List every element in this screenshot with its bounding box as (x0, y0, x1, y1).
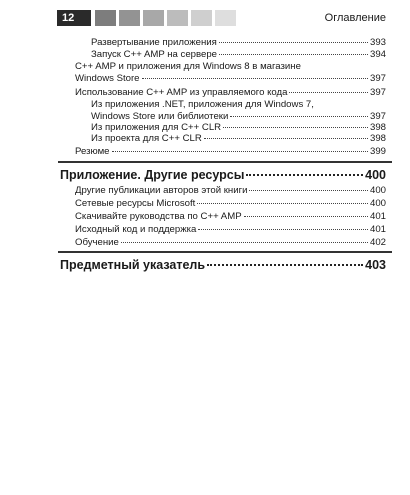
toc-entry-title: Запуск C++ AMP на сервере (91, 49, 217, 60)
toc-entry[interactable] (75, 198, 386, 210)
toc-entry-title: Windows Store или библиотеки (91, 111, 229, 122)
header-strip (95, 10, 116, 26)
dot-leader (230, 116, 368, 117)
section-rule (58, 251, 392, 253)
toc-chapter-index[interactable] (60, 258, 386, 273)
toc-entry-title: Обучение (75, 237, 119, 248)
toc-entry[interactable] (75, 237, 386, 249)
header-strip (215, 10, 236, 26)
toc-entry-title: Резюме (75, 146, 110, 157)
chapter-title: Предметный указатель (60, 258, 206, 272)
toc-entry-title: Из приложения для C++ CLR (91, 122, 222, 133)
toc-entry-page: 400 (369, 198, 386, 209)
dot-leader (198, 229, 368, 230)
toc-entry-page: 397 (369, 111, 386, 122)
dot-leader (219, 54, 368, 55)
header-strip (191, 10, 212, 26)
dot-leader (112, 151, 368, 152)
toc-entry-page: 397 (369, 73, 386, 84)
toc-entry[interactable] (75, 185, 386, 197)
header-title: Оглавление (324, 12, 386, 24)
toc-entry[interactable] (91, 37, 386, 49)
toc-entry[interactable] (75, 87, 386, 99)
header-strips (95, 10, 239, 26)
toc-entry-title: Развертывание приложения (91, 37, 217, 48)
toc-entry-title: Windows Store (75, 73, 140, 84)
dot-leader (219, 42, 368, 43)
toc-entry-page: 397 (369, 87, 386, 98)
page-number: 12 (57, 10, 91, 26)
dot-leader (121, 242, 368, 243)
dot-leader (204, 138, 368, 139)
dot-leader (249, 190, 368, 191)
chapter-page: 400 (365, 168, 386, 182)
dot-leader (207, 264, 363, 266)
toc-entry[interactable] (91, 49, 386, 61)
toc-entry[interactable] (75, 224, 386, 236)
toc-entry-title-line1: C++ AMP и приложения для Windows 8 в магазине (75, 61, 301, 72)
running-header (57, 10, 392, 26)
toc-entry[interactable] (75, 73, 386, 85)
toc-entry[interactable] (75, 211, 386, 223)
toc-entry[interactable] (91, 133, 386, 145)
dot-leader (244, 216, 368, 217)
toc-entry-page: 402 (369, 237, 386, 248)
header-strip (143, 10, 164, 26)
toc-entry-title: Исходный код и поддержка (75, 224, 197, 235)
toc-chapter-appendix[interactable] (60, 168, 386, 183)
toc-entry[interactable] (75, 146, 386, 158)
toc-entry-page: 398 (369, 133, 386, 144)
toc-entry-title: Использование C++ AMP из управляемого кода (75, 87, 288, 98)
dot-leader (289, 92, 368, 93)
dot-leader (142, 78, 368, 79)
toc-entry-page: 398 (369, 122, 386, 133)
toc-entry-title: Сетевые ресурсы Microsoft (75, 198, 196, 209)
toc-entry-page: 401 (369, 211, 386, 222)
toc-entry-title: Скачивайте руководства по C++ AMP (75, 211, 242, 222)
dot-leader (197, 203, 368, 204)
toc-entry-page: 399 (369, 146, 386, 157)
toc-entry-title: Из проекта для C++ CLR (91, 133, 202, 144)
chapter-page: 403 (365, 258, 386, 272)
toc-entry-page: 394 (369, 49, 386, 60)
toc-entry-page: 401 (369, 224, 386, 235)
dot-leader (246, 174, 363, 176)
toc-entry-page: 400 (369, 185, 386, 196)
header-strip (167, 10, 188, 26)
chapter-title: Приложение. Другие ресурсы (60, 168, 245, 182)
header-strip (119, 10, 140, 26)
dot-leader (223, 127, 368, 128)
section-rule (58, 161, 392, 163)
toc-entry-title: Другие публикации авторов этой книги (75, 185, 248, 196)
toc-entry-page: 393 (369, 37, 386, 48)
toc-entry-title-line1: Из приложения .NET, приложения для Windows 7, (91, 99, 314, 110)
